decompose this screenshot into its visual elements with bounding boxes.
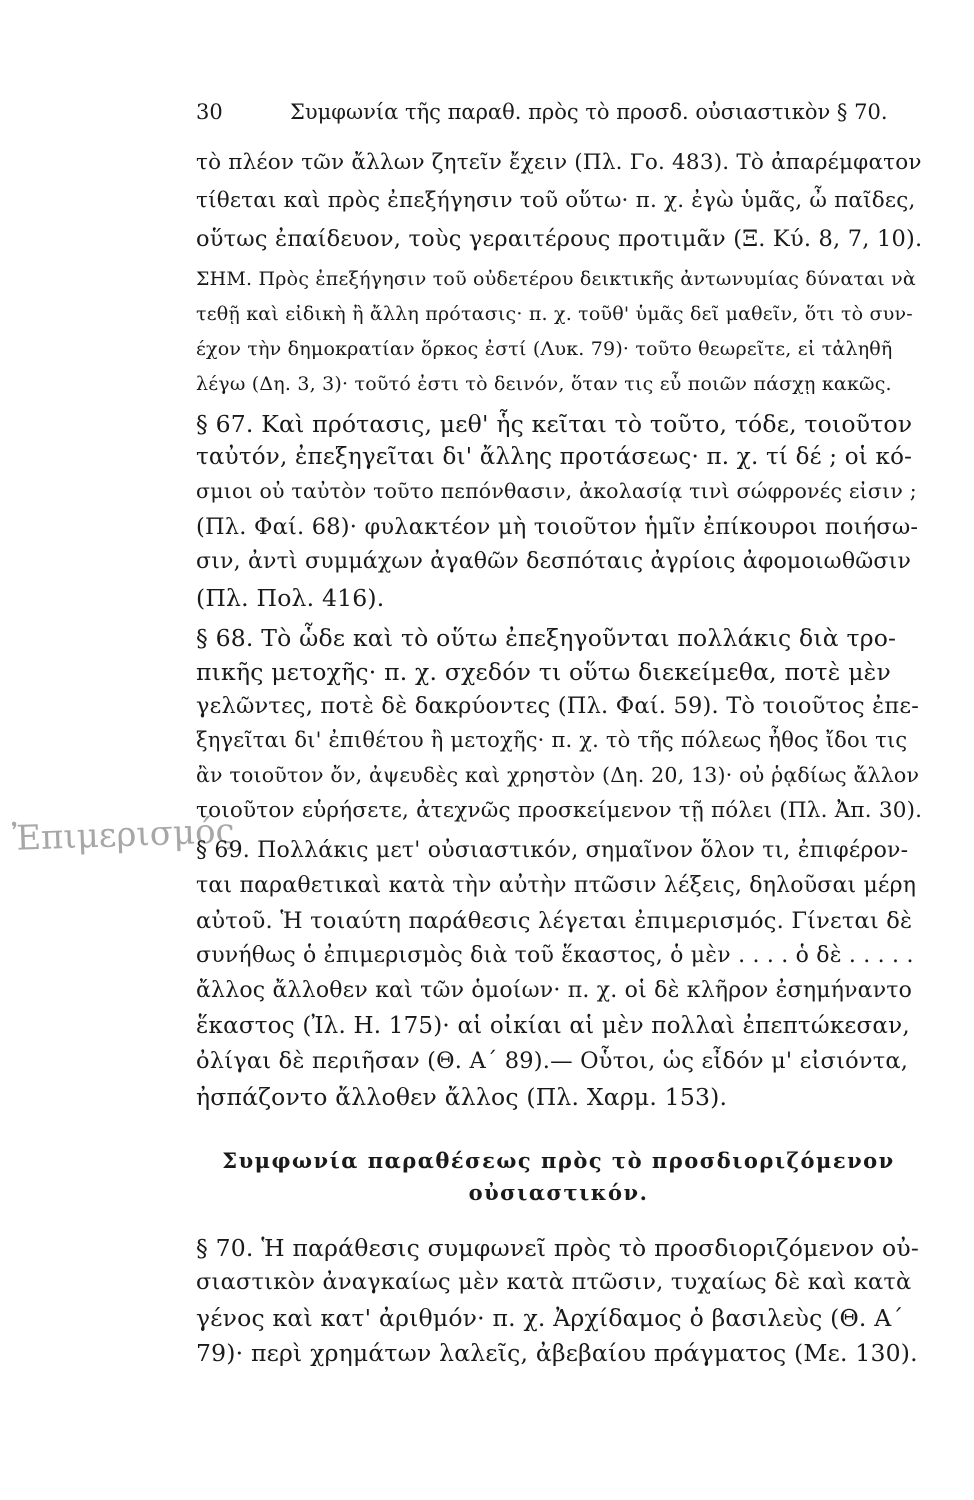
note-line: λέγω (Δη. 3, 3)· τοῦτό ἐστι τὸ δεινόν, ὅταν τις εὖ ποιῶν πάσχῃ κακῶς. <box>196 373 892 395</box>
text-line: ὀλίγαι δὲ περιῆσαν (Θ. Α΄ 89).— Οὗτοι, ὡς εἶδόν μ' εἰσιόντα, <box>196 1048 909 1074</box>
text-line: ται παραθετικαὶ κατὰ τὴν αὐτὴν πτῶσιν λέξεις, δηλοῦσαι μέρη <box>196 873 917 898</box>
text-line: σιν, ἀντὶ συμμάχων ἀγαθῶν δεσπόταις ἀγρίοις ἀφομοιωθῶσιν <box>196 549 912 574</box>
page-number: 30 <box>196 100 223 124</box>
section-heading-line-2: οὐσιαστικόν. <box>468 1180 649 1205</box>
text-line: πικῆς μετοχῆς· π. χ. σχεδόν τι οὕτω διεκείμεθα, ποτὲ μὲν <box>196 658 891 686</box>
text-line: ξηγεῖται δι' ἐπιθέτου ἢ μετοχῆς· π. χ. τὸ τῆς πόλεως ἦθος ἴδοι τις <box>196 728 908 752</box>
text-line: ἂν τοιοῦτον ὄν, ἀψευδὲς καὶ χρηστὸν (Δη. 20, 13)· οὐ ῥᾳδίως ἄλλον <box>196 763 920 787</box>
text-line: συνήθως ὁ ἐπιμερισμὸς διὰ τοῦ ἕκαστος, ὁ μὲν . . . . ὁ δὲ . . . . . <box>196 943 914 968</box>
text-line: τοιοῦτον εὑρήσετε, ἀτεχνῶς προσκείμενον τῇ πόλει (Πλ. Ἀπ. 30). <box>196 798 923 823</box>
text-line: (Πλ. Φαί. 68)· φυλακτέον μὴ τοιοῦτον ἡμῖν ἐπίκουροι ποιήσω- <box>196 514 919 540</box>
note-line: τεθῇ καὶ εἰδικὴ ἢ ἄλλη πρότασις· π. χ. τοῦθ' ὑμᾶς δεῖ μαθεῖν, ὅτι τὸ συν- <box>196 303 913 325</box>
section-heading-line-1: Συμφωνία παραθέσεως πρὸς τὸ προσδιοριζόμενον <box>222 1148 895 1173</box>
text-line: αὐτοῦ. Ἡ τοιαύτη παράθεσις λέγεται ἐπιμερισμός. Γίνεται δὲ <box>196 908 913 934</box>
note-line: έχον τὴν δημοκρατίαν ὅρκος ἐστί (Λυκ. 79)· τοῦτο θεωρεῖτε, εἰ τἀληθῆ <box>196 338 893 360</box>
running-title: Συμφωνία τῆς παραθ. πρὸς τὸ προσδ. οὐσιαστικὸν § 70. <box>290 100 888 124</box>
text-line: ἕκαστος (Ἰλ. Η. 175)· αἱ οἰκίαι αἱ μὲν πολλαὶ ἐπεπτώκεσαν, <box>196 1013 910 1039</box>
text-line: § 69. Πολλάκις μετ' οὐσιαστικόν, σημαῖνον ὅλον τι, ἐπιφέρον- <box>196 838 909 863</box>
handwritten-margin-note: Ἐπιμερισμός <box>11 811 236 859</box>
text-line: γελῶντες, ποτὲ δὲ δακρύοντες (Πλ. Φαί. 59). Τὸ τοιοῦτος ἐπε- <box>196 693 920 719</box>
text-line: ἄλλος ἄλλοθεν καὶ τῶν ὁμοίων· π. χ. οἱ δὲ κλῆρον ἐσημήναντο <box>196 978 913 1003</box>
text-line: γένος καὶ κατ' ἀριθμόν· π. χ. Ἀρχίδαμος ὁ βασιλεὺς (Θ. Α΄ <box>196 1304 904 1332</box>
text-line: σιαστικὸν ἀναγκαίως μὲν κατὰ πτῶσιν, τυχαίως δὲ καὶ κατὰ <box>196 1269 912 1295</box>
text-line: 79)· περὶ χρημάτων λαλεῖς, ἀβεβαίου πράγματος (Με. 130). <box>196 1339 918 1367</box>
text-line: σμιοι οὐ ταὐτὸν τοῦτο πεπόνθασιν, ἀκολασίᾳ τινὶ σώφρονές εἰσιν ; <box>196 479 917 503</box>
text-line: § 70. Ἡ παράθεσις συμφωνεῖ πρὸς τὸ προσδιοριζόμενον οὐ- <box>196 1234 919 1262</box>
text-line: τίθεται καὶ πρὸς ἐπεξήγησιν τοῦ οὕτω· π. χ. ἐγὼ ὑμᾶς, ὦ παῖδες, <box>196 188 916 213</box>
text-line: ταὐτόν, ἐπεξηγεῖται δι' ἄλλης προτάσεως· π. χ. τί δέ ; οἱ κό- <box>196 444 913 470</box>
text-line: ἠσπάζοντο ἄλλοθεν ἄλλος (Πλ. Χαρμ. 153). <box>196 1083 728 1111</box>
text-line: (Πλ. Πολ. 416). <box>196 584 385 612</box>
running-header <box>196 100 916 130</box>
text-line: τὸ πλέον τῶν ἄλλων ζητεῖν ἔχειν (Πλ. Γο. 483). Τὸ ἀπαρέμφατον <box>196 150 922 175</box>
text-line: οὕτως ἐπαίδευον, τοὺς γεραιτέρους προτιμᾶν (Ξ. Κύ. 8, 7, 10). <box>196 226 923 252</box>
text-line: § 67. Καὶ πρότασις, μεθ' ἧς κεῖται τὸ τοῦτο, τόδε, τοιοῦτον <box>196 410 913 438</box>
text-line: § 68. Τὸ ὧδε καὶ τὸ οὕτω ἐπεξηγοῦνται πολλάκις διὰ τρο- <box>196 624 897 652</box>
note-line: ΣΗΜ. Πρὸς ἐπεξήγησιν τοῦ οὐδετέρου δεικτικῆς ἀντωνυμίας δύναται νὰ <box>196 268 916 290</box>
